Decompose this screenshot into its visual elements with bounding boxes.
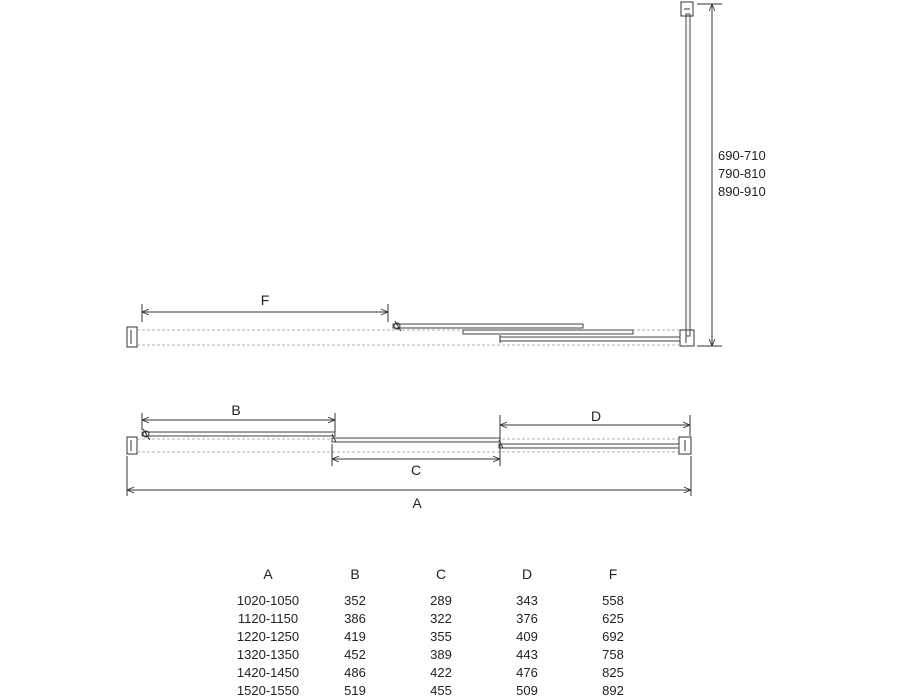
table-cell: 1220-1250 [236,629,300,644]
table-cell: 389 [430,647,452,662]
table-header-D: D [521,566,533,582]
table-cell: 558 [602,593,624,608]
left-wall-profile [127,327,137,347]
side-panel [686,14,690,336]
dim-height-label-1: 690-710 [718,148,766,163]
top-view-open [127,2,766,347]
table-cell: 1420-1450 [236,665,300,680]
table-cell: 419 [344,629,366,644]
table-cell: 409 [516,629,538,644]
dim-D-label: D [590,408,602,424]
door-panel-1 [393,324,583,328]
table-cell: 422 [430,665,452,680]
dim-height-label-3: 890-910 [718,184,766,199]
table-cell: 625 [602,611,624,626]
top-view-closed [127,402,691,511]
table-cell: 509 [516,683,538,698]
table-cell: 443 [516,647,538,662]
table-header-A: A [263,566,273,582]
table-cell: 376 [516,611,538,626]
dim-F-label: F [260,292,270,308]
closed-left-profile [127,437,137,454]
dim-height-label-2: 790-810 [718,166,766,181]
table-header-C: C [435,566,447,582]
door-panel-2 [463,330,633,334]
table-cell: 452 [344,647,366,662]
dim-B-label: B [231,402,241,418]
table-cell: 386 [344,611,366,626]
table-cell: 1320-1350 [236,647,300,662]
closed-door-1 [142,432,335,436]
table-cell: 892 [602,683,624,698]
table-cell: 322 [430,611,452,626]
table-cell: 825 [602,665,624,680]
table-cell: 1120-1150 [237,611,299,626]
table-header-F: F [608,566,618,582]
table-cell: 289 [430,593,452,608]
table-cell: 455 [430,683,452,698]
door-panel-3 [500,337,680,341]
closed-door-2 [332,438,500,442]
dim-A-label: A [412,495,422,511]
table-cell: 758 [602,647,624,662]
dimension-table [237,566,624,698]
table-cell: 1520-1550 [236,683,300,698]
table-header-B: B [350,566,360,582]
table-cell: 355 [430,629,452,644]
table-cell: 692 [602,629,624,644]
table-cell: 352 [344,593,366,608]
closed-door-3 [499,444,679,448]
table-cell: 343 [516,593,538,608]
table-cell: 1020-1050 [236,593,300,608]
table-cell: 486 [344,665,366,680]
table-cell: 519 [344,683,366,698]
table-cell: 476 [516,665,538,680]
dim-C-label: C [410,462,422,478]
